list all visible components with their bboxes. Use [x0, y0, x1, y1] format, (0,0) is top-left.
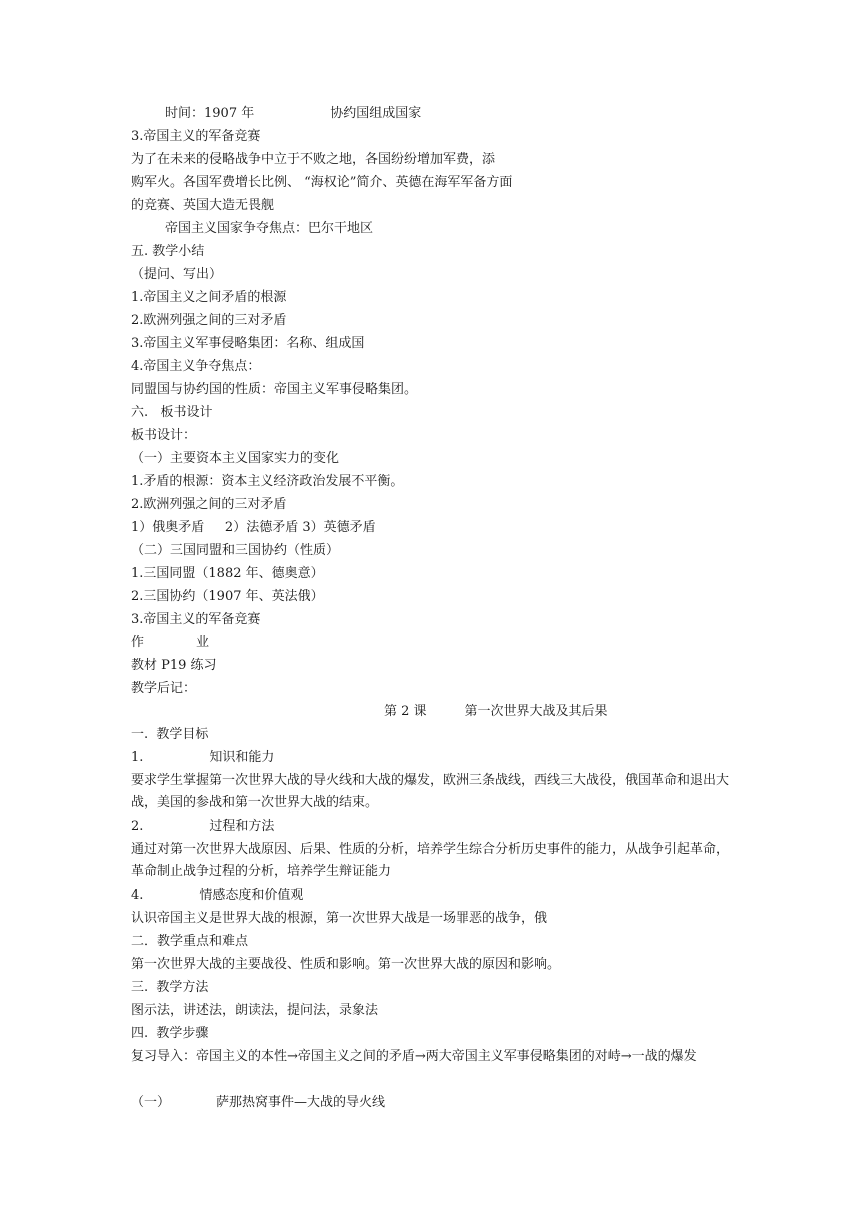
focus-line: 帝国主义国家争夺焦点：巴尔干地区 [165, 221, 374, 236]
list-item: 1）俄奥矛盾 2）法德矛盾 3）英德矛盾 [131, 520, 376, 535]
homework-char-b: 业 [196, 635, 210, 650]
goals-title: 一. 教学目标 [131, 727, 209, 742]
list-item: （一）主要资本主义国家实力的变化 [131, 451, 340, 466]
goal-number: 2. [131, 819, 144, 834]
list-item: 3.帝国主义军事侵略集团：名称、组成国 [131, 336, 365, 351]
list-item: 1.帝国主义之间矛盾的根源 [131, 290, 287, 305]
section-title: 3.帝国主义的军备竞赛 [131, 129, 261, 144]
paragraph-line: 购军火。各国军费增长比例、 “海权论”简介、英德在海军军备方面 [131, 175, 513, 190]
part-heading [131, 1092, 385, 1114]
homework-char-a: 作 [131, 635, 145, 650]
method-text: 图示法，讲述法，朗读法，提问法，录象法 [131, 1003, 379, 1018]
lesson-name: 第一次世界大战及其后果 [464, 704, 608, 719]
goal-number: 1. [131, 750, 144, 765]
board-title: 六. 板书设计 [131, 405, 213, 420]
key-text: 第一次世界大战的主要战役、性质和影响。第一次世界大战的原因和影响。 [131, 957, 561, 972]
goal-text: 要求学生掌握第一次世界大战的导火线和大战的爆发，欧洲三条战线，西线三大战役，俄国革命和退出大战，美国的参战和第一次世界大战的结束。 [131, 773, 730, 810]
paragraph-line: 为了在未来的侵略战争中立于不败之地，各国纷纷增加军费，添 [131, 152, 496, 167]
summary-title: 五. 教学小结 [131, 244, 205, 259]
goal-heading [131, 747, 274, 769]
goal-number: 4. [131, 888, 144, 903]
summary-hint: （提问、写出） [131, 267, 223, 282]
list-item: 4.帝国主义争夺焦点： [131, 359, 261, 374]
goal-heading [131, 816, 274, 838]
lesson-title [384, 701, 608, 723]
steps-title: 四. 教学步骤 [131, 1026, 209, 1041]
after-notes: 教学后记： [131, 681, 197, 696]
goal-title: 过程和方法 [209, 819, 275, 834]
list-item: 2.欧洲列强之间的三对矛盾 [131, 497, 287, 512]
list-item: 1.三国同盟（1882 年、德奥意） [131, 566, 324, 581]
time-line [165, 103, 421, 125]
lesson-number: 第 2 课 [384, 704, 427, 719]
part-number: （一） [131, 1095, 171, 1110]
part-title: 萨那热窝事件—大战的导火线 [216, 1095, 386, 1110]
list-item: （二）三国同盟和三国协约（性质） [131, 543, 340, 558]
list-item: 2.欧洲列强之间的三对矛盾 [131, 313, 287, 328]
board-label: 板书设计： [131, 428, 197, 443]
list-item: 3.帝国主义的军备竞赛 [131, 612, 261, 627]
method-title: 三. 教学方法 [131, 980, 209, 995]
key-title: 二．教学重点和难点 [131, 934, 249, 949]
goal-heading [131, 885, 303, 907]
goal-text: 认识帝国主义是世界大战的根源，第一次世界大战是一场罪恶的战争，俄 [131, 911, 548, 926]
homework-text: 教材 P19 练习 [131, 658, 217, 673]
time-label: 时间：1907 年 [165, 106, 255, 121]
list-item: 1.矛盾的根源：资本主义经济政治发展不平衡。 [131, 474, 404, 489]
homework-heading [131, 632, 209, 654]
goal-text: 通过对第一次世界大战原因、后果、性质的分析，培养学生综合分析历史事件的能力，从战争引起革命，革命制止战争过程的分析，培养学生辩证能力 [131, 842, 730, 879]
goal-title: 情感态度和价值观 [199, 888, 304, 903]
goal-title: 知识和能力 [209, 750, 275, 765]
time-right: 协约国组成国家 [330, 106, 422, 121]
paragraph-line: 的竞赛、英国大造无畏舰 [131, 198, 275, 213]
list-item: 2.三国协约（1907 年、英法俄） [131, 589, 324, 604]
review-text: 复习导入：帝国主义的本性→帝国主义之间的矛盾→两大帝国主义军事侵略集团的对峙→一战的爆发 [131, 1049, 697, 1064]
list-item: 同盟国与协约国的性质：帝国主义军事侵略集团。 [131, 382, 418, 397]
